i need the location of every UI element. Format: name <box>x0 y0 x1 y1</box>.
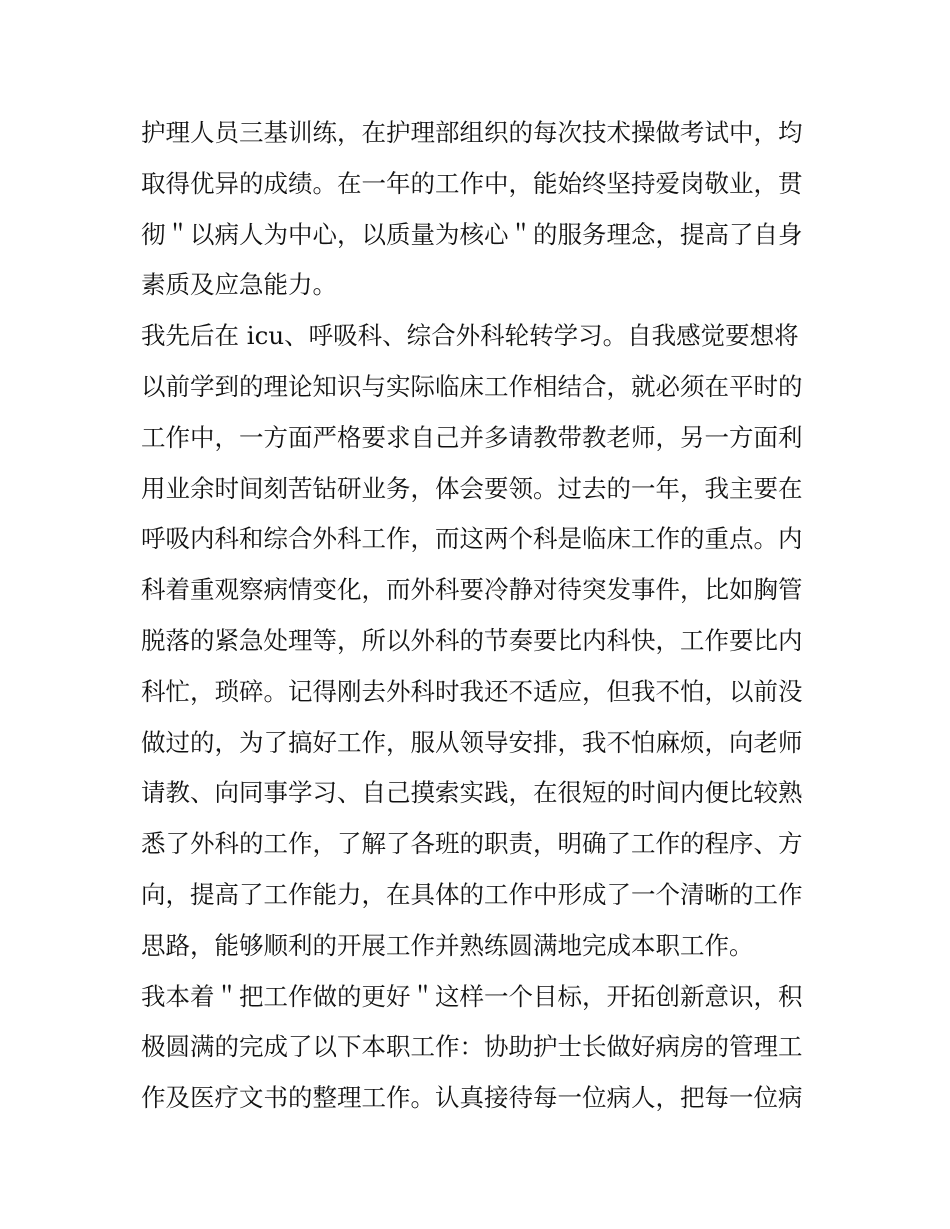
text-line: 向，提高了工作能力，在具体的工作中形成了一个清晰的工作 <box>141 879 803 909</box>
document-body <box>141 108 821 1124</box>
text-line: 科忙，琐碎。记得刚去外科时我还不适应，但我不怕，以前没 <box>141 676 803 706</box>
text-line: 以前学到的理论知识与实际临床工作相结合，就必须在平时的 <box>141 371 803 401</box>
text-line: 悉了外科的工作，了解了各班的职责，明确了工作的程序、方 <box>141 829 803 859</box>
text-line: 护理人员三基训练，在护理部组织的每次技术操做考试中，均 <box>141 118 803 147</box>
text-line: 素质及应急能力。 <box>141 270 337 300</box>
text-line: 科着重观察病情变化，而外科要冷静对待突发事件，比如胸管 <box>141 575 803 605</box>
text-line: 我本着＂把工作做的更好＂这样一个目标，开拓创新意识，积 <box>141 981 803 1011</box>
text-line: 极圆满的完成了以下本职工作：协助护士长做好病房的管理工 <box>141 1032 803 1062</box>
text-line: 用业余时间刻苦钻研业务，体会要领。过去的一年，我主要在 <box>141 473 803 503</box>
text-line: 思路，能够顺利的开展工作并熟练圆满地完成本职工作。 <box>141 930 754 960</box>
text-line: 工作中，一方面严格要求自己并多请教带教老师，另一方面利 <box>141 422 803 452</box>
text-line: 请教、向同事学习、自己摸索实践，在很短的时间内便比较熟 <box>141 778 803 808</box>
text-line: 彻＂以病人为中心，以质量为核心＂的服务理念，提高了自身 <box>141 219 803 249</box>
text-line: 做过的，为了搞好工作，服从领导安排，我不怕麻烦，向老师 <box>141 727 803 757</box>
text-line: 脱落的紧急处理等，所以外科的节奏要比内科快，工作要比内 <box>141 625 803 655</box>
text-line: 作及医疗文书的整理工作。认真接待每一位病人，把每一位病 <box>141 1083 803 1113</box>
text-line: 我先后在 icu、呼吸科、综合外科轮转学习。自我感觉要想将 <box>141 321 799 351</box>
text-line: 取得优异的成绩。在一年的工作中，能始终坚持爱岗敬业，贯 <box>141 168 803 198</box>
text-line: 呼吸内科和综合外科工作，而这两个科是临床工作的重点。内 <box>141 524 803 554</box>
